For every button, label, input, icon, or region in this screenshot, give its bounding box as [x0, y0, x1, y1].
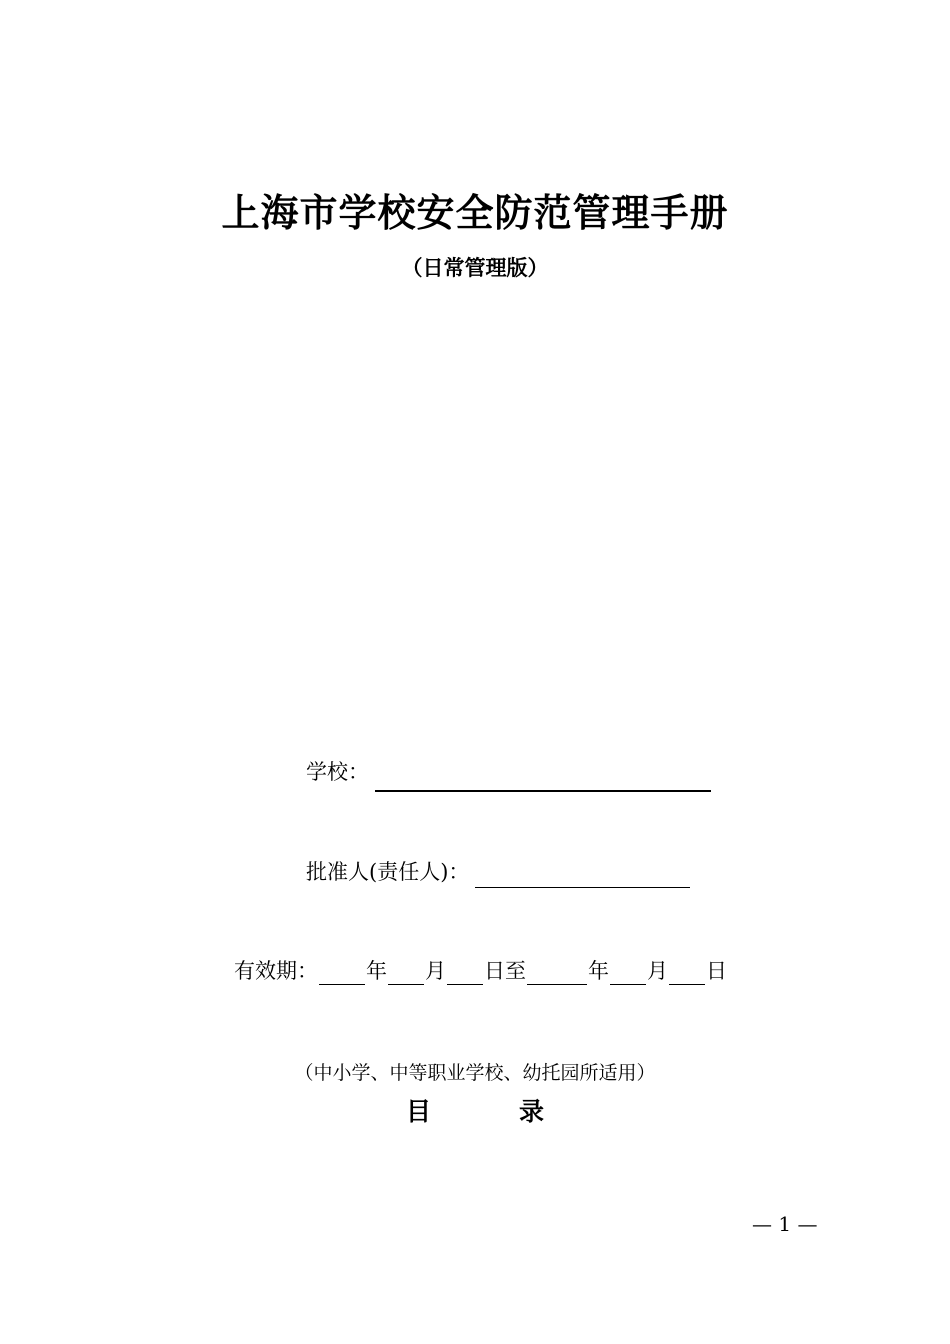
- toc-heading: [0, 1092, 950, 1128]
- approver-field-row: [306, 856, 690, 886]
- end-month-label: 月: [647, 959, 668, 983]
- approver-label: 批准人(责任人)：: [306, 860, 470, 884]
- validity-label: 有效期：: [234, 959, 318, 983]
- end-day-blank: [669, 960, 705, 985]
- school-label: 学校：: [306, 760, 369, 784]
- end-month-blank: [610, 960, 646, 985]
- end-day-label: 日: [706, 959, 727, 983]
- school-blank-line: [375, 768, 711, 792]
- end-year-label: 年: [588, 959, 609, 983]
- applicability-note: （中小学、中等职业学校、幼托园所适用）: [294, 1062, 656, 1084]
- page-number: — 1 —: [752, 1212, 818, 1236]
- start-year-blank: [319, 960, 365, 985]
- toc-heading-left: 目: [405, 1097, 431, 1126]
- start-day-to-label: 日至: [484, 959, 526, 983]
- start-day-blank: [447, 960, 483, 985]
- start-year-label: 年: [366, 959, 387, 983]
- start-month-blank: [388, 960, 424, 985]
- toc-heading-right: 录: [519, 1097, 545, 1126]
- school-field-row: [306, 756, 711, 786]
- document-subtitle: （日常管理版）: [401, 256, 549, 280]
- approver-blank-line: [475, 865, 690, 888]
- document-title: 上海市学校安全防范管理手册: [221, 190, 729, 235]
- start-month-label: 月: [425, 959, 446, 983]
- end-year-blank: [527, 960, 587, 985]
- validity-field-row: [234, 955, 727, 985]
